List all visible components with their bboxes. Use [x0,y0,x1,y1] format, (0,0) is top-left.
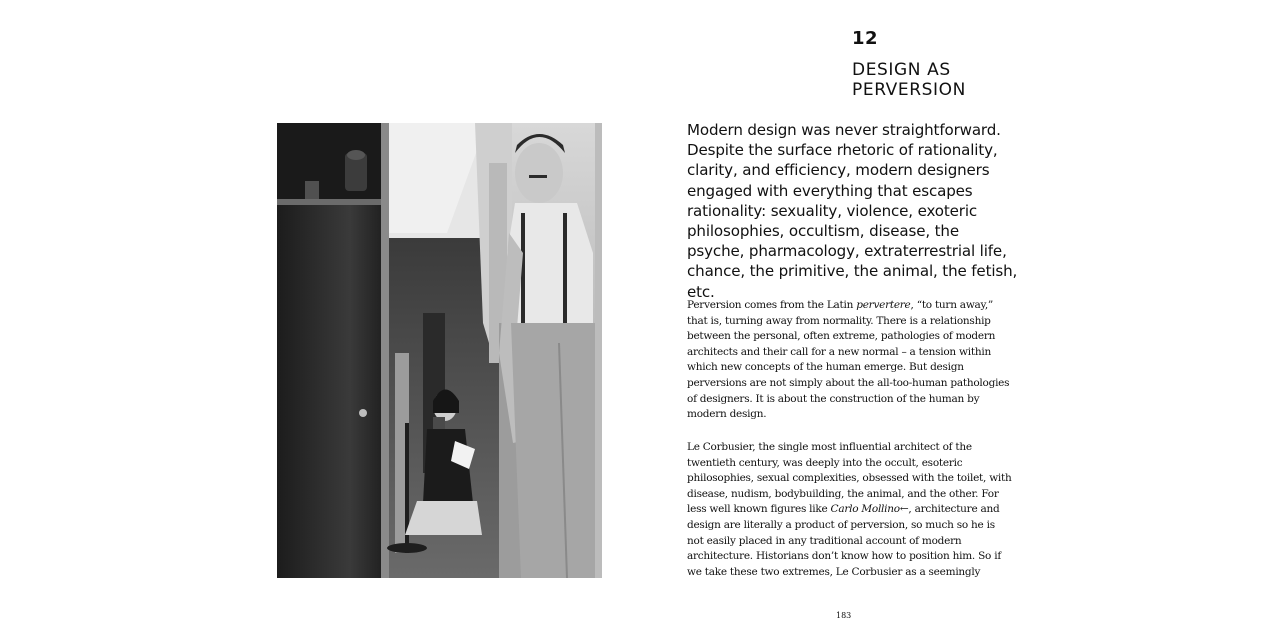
cross-reference-link[interactable]: Carlo Mollino← [830,503,909,516]
paragraph-1-text-end: , “to turn away,” that is, turning away from normality. There is a relationship between the personal, often extreme, pathologies of modern architects and their call for a new normal – a tension within which new concepts of the human emerge. But design perversions are not simply about the all-too-human pathologies of designers. It is about the construction of the human by modern design. [687,299,1010,421]
paragraph-2-text-end: , architecture and design are literally a product of perversion, so much so he is not easily placed in any traditional account of modern architecture. Historians don’t know how to position him. So if we take these two extremes, Le Corbusier as a seemingly [687,503,1001,578]
chapter-title [852,60,1052,100]
latin-word: pervertere [856,299,911,311]
body-paragraph-1 [687,298,1012,423]
chapter-number: 12 [852,28,879,49]
paragraph-2-text-start: Le Corbusier, the single most influential architect of the twentieth century, was deeply into the occult, esoteric philosophies, sexual complexities, obsessed with the toilet, with disease, nudism, bodybuilding, the animal, and the other. For less well known figures like [687,441,1012,516]
body-paragraph-2 [687,440,1012,580]
lead-paragraph: Modern design was never straightforward. Despite the surface rhetoric of rationality, clarity, and efficiency, modern designers engaged with everything that escapes rationality: sexuality, violence, exoteric philosophies, occultism, disease, the psyche, pharmacology, extraterrestrial life, chance, the primitive, the animal, the fetish, etc. [687,121,1018,301]
page-number: 183 [836,611,852,620]
chapter-title-line-2: PERVERSION [852,80,966,100]
chapter-title-line-1: DESIGN AS [852,60,951,80]
photograph-man-and-woman-with-camera [277,123,602,578]
paragraph-1-text-start: Perversion comes from the Latin [687,299,857,311]
photograph-artwork [277,123,602,578]
